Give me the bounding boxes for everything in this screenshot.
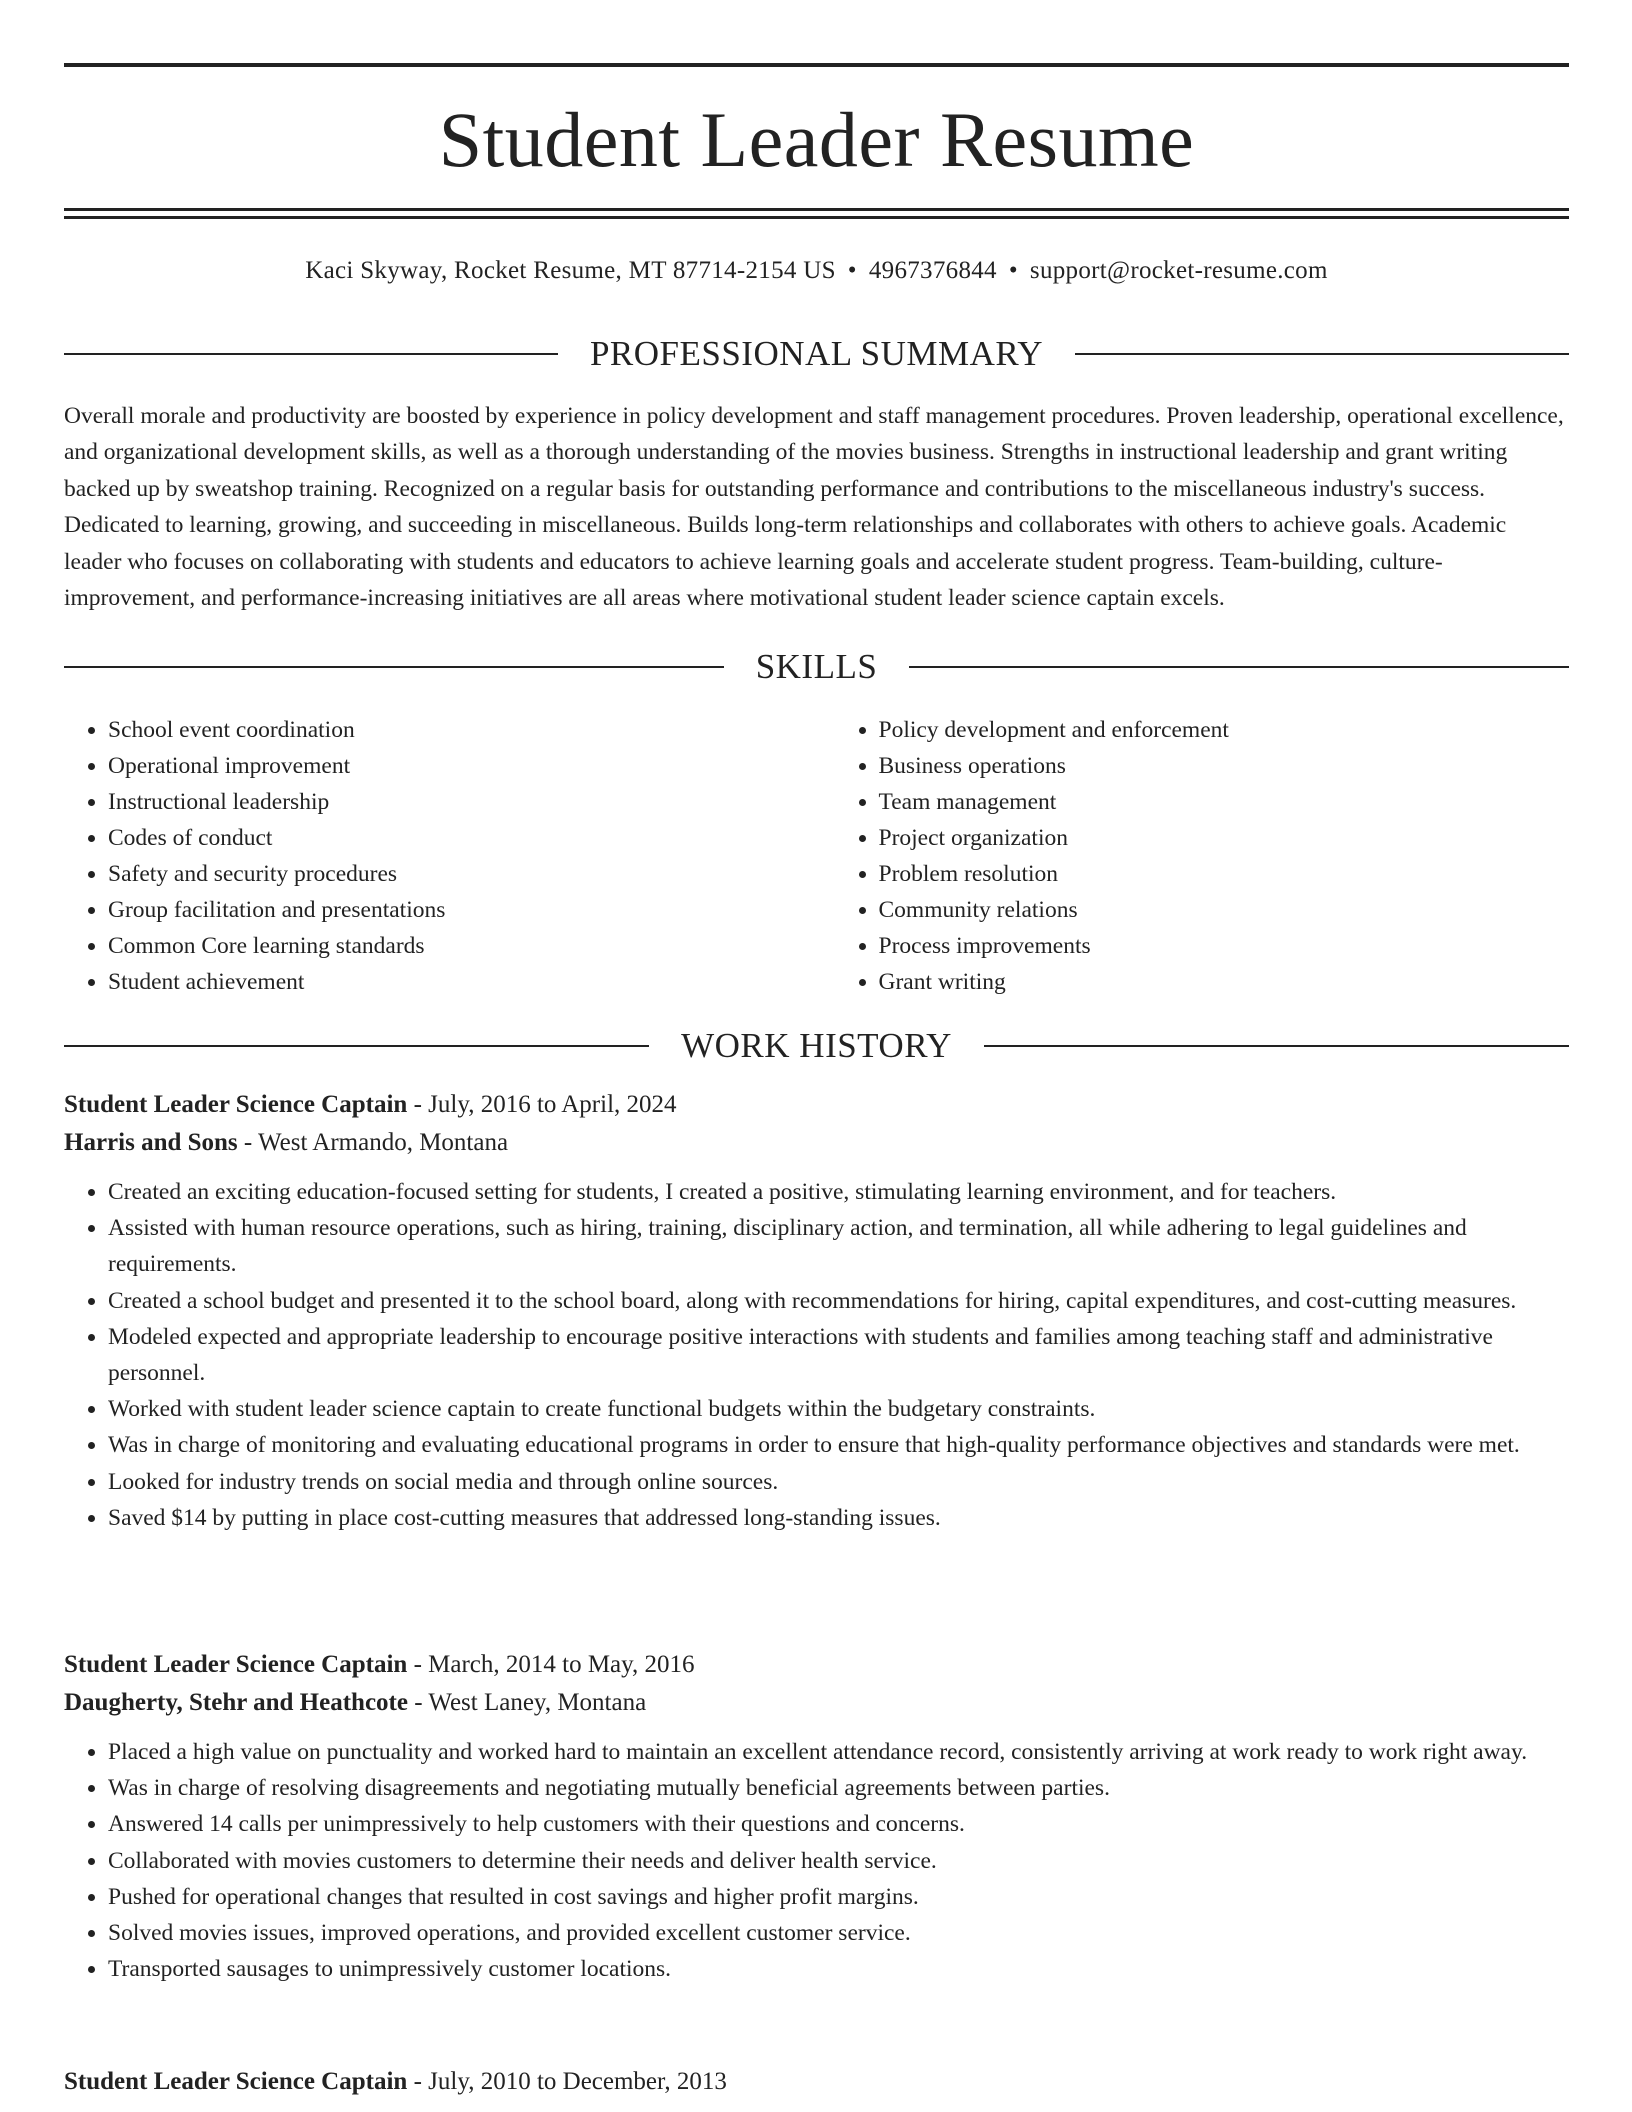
skill-item: • Process improvements [879,928,1570,964]
job-company-line [64,1124,1569,1162]
job-location: - West Armando, Montana [237,1129,509,1156]
skill-item: • Student achievement [108,964,799,1000]
job-title: Student Leader Science Captain [64,1651,408,1678]
skill-item: • Group facilitation and presentations [108,892,799,928]
section-rule-right [909,666,1569,668]
job-bullet: • Was in charge of monitoring and evaluating educational programs in order to ensure that high-quality performance objectives and standards were met. [108,1427,1569,1463]
job-title: Student Leader Science Captain [64,1091,408,1118]
section-title-work: WORK HISTORY [681,1026,952,1065]
title-rule-lower [64,216,1569,219]
job-company: Daugherty, Stehr and Heathcote [64,1689,408,1716]
skill-item: • Codes of conduct [108,820,799,856]
summary-text: Overall morale and productivity are boosted by experience in policy development and staff management procedures. Proven leadership, operational excellence, and organizational development skills, as well as a thorough understanding of the movies business. Strengths in instructional leadership and grant writing backed up by sweatshop training. Recognized on a regular basis for outstanding performance and contributions to the miscellaneous industry's success. Dedicated to learning, growing, and succeeding in miscellaneous. Builds long-term relationships and collaborates with others to achieve goals. Academic leader who focuses on collaborating with students and educators to achieve learning goals and accelerate student progress. Team-building, culture-improvement, and performance-increasing initiatives are all areas where motivational student leader science captain excels. [64,403,1564,612]
skills-list-left [64,712,799,1000]
job-bullet: • Transported sausages to unimpressively customer locations. [108,1951,1569,1987]
section-header-skills [64,647,1569,687]
skill-item: • Grant writing [879,964,1570,1000]
contact-separator: • [847,257,857,284]
job-dates: - July, 2016 to April, 2024 [407,1091,677,1118]
skills-list-right [799,712,1570,1000]
title-rule-upper [64,208,1569,211]
skill-item: • Problem resolution [879,856,1570,892]
job-title-line [64,2063,1569,2101]
contact-address: Kaci Skyway, Rocket Resume, MT 87714-2154 US [305,257,836,284]
skill-item: • Policy development and enforcement [879,712,1570,748]
job-title-line [64,1086,1569,1124]
skill-item: • Project organization [879,820,1570,856]
section-title-skills: SKILLS [755,647,878,686]
section-rule-right [1075,353,1569,355]
job-bullet: • Created a school budget and presented it to the school board, along with recommendations for hiring, capital expenditures, and cost-cutting measures. [108,1283,1569,1319]
job-bullet: • Assisted with human resource operations, such as hiring, training, disciplinary action, and termination, all while adhering to legal guidelines and requirements. [108,1210,1569,1282]
contact-email: support@rocket-resume.com [1029,257,1328,284]
job-bullet: • Worked with student leader science captain to create functional budgets within the budgetary constraints. [108,1391,1569,1427]
job-bullet: • Answered 14 calls per unimpressively to help customers with their questions and concerns. [108,1806,1569,1842]
job-location: - West Laney, Montana [407,1689,647,1716]
top-rule [64,63,1569,67]
skills-columns [64,712,1569,1000]
section-header-work [64,1026,1569,1066]
contact-separator: • [1008,257,1018,284]
skill-item: • Safety and security procedures [108,856,799,892]
job-bullets [64,1174,1569,1536]
section-title-summary: PROFESSIONAL SUMMARY [589,334,1044,373]
job-title: Student Leader Science Captain [64,2068,408,2095]
job-company-line [64,1684,1569,1722]
contact-phone: 4967376844 [868,257,997,284]
job-bullet: • Solved movies issues, improved operations, and provided excellent customer service. [108,1915,1569,1951]
skill-item: • Instructional leadership [108,784,799,820]
section-rule-left [64,666,724,668]
skill-item: • Common Core learning standards [108,928,799,964]
contact-line [64,254,1569,288]
skill-item: • School event coordination [108,712,799,748]
job-entry [64,2063,1569,2101]
job-bullet: • Looked for industry trends on social media and through online sources. [108,1464,1569,1500]
section-rule-left [64,1045,649,1047]
job-title-line [64,1646,1569,1684]
job-bullet: • Created an exciting education-focused setting for students, I created a positive, stimulating learning environment, and for teachers. [108,1174,1569,1210]
skill-item: • Business operations [879,748,1570,784]
section-rule-left [64,353,558,355]
job-bullet: • Pushed for operational changes that resulted in cost savings and higher profit margins. [108,1879,1569,1915]
job-bullet: • Collaborated with movies customers to determine their needs and deliver health service. [108,1843,1569,1879]
job-dates: - March, 2014 to May, 2016 [407,1651,695,1678]
job-entry [64,1646,1569,1987]
section-header-summary [64,334,1569,374]
skill-item: • Community relations [879,892,1570,928]
skill-item: • Team management [879,784,1570,820]
job-bullet: • Placed a high value on punctuality and worked hard to maintain an excellent attendance record, consistently arriving at work ready to work right away. [108,1734,1569,1770]
job-entry [64,1086,1569,1536]
job-bullet: • Saved $14 by putting in place cost-cutting measures that addressed long-standing issues. [108,1500,1569,1536]
section-rule-right [984,1045,1569,1047]
job-bullets [64,1734,1569,1987]
job-bullet: • Modeled expected and appropriate leadership to encourage positive interactions with students and families among teaching staff and administrative personnel. [108,1319,1569,1391]
resume-title: Student Leader Resume [438,96,1195,183]
job-dates: - July, 2010 to December, 2013 [407,2068,727,2095]
job-company: Harris and Sons [64,1129,238,1156]
skill-item: • Operational improvement [108,748,799,784]
job-bullet: • Was in charge of resolving disagreements and negotiating mutually beneficial agreements between parties. [108,1770,1569,1806]
